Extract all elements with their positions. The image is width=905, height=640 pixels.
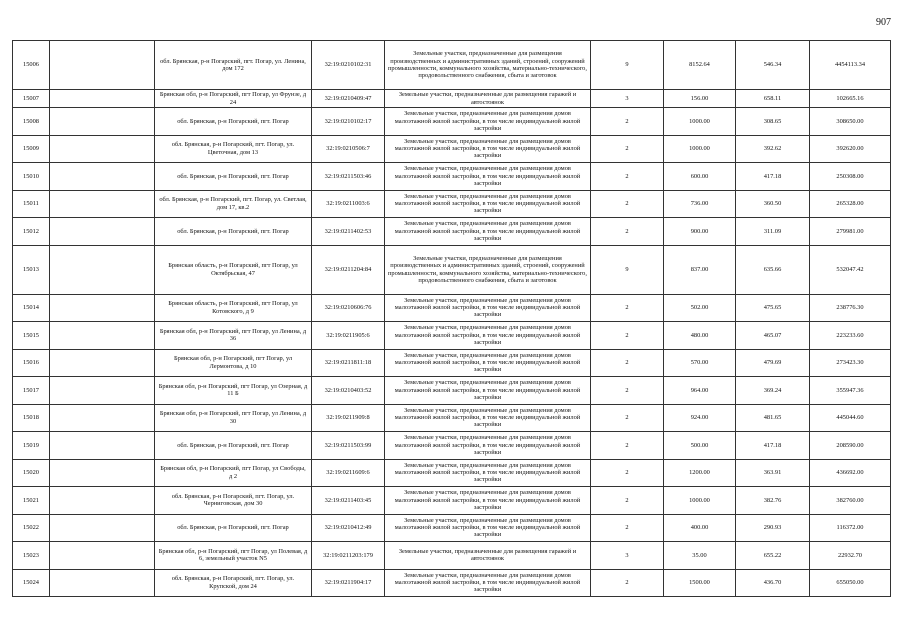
table-row bbox=[13, 349, 891, 377]
group-cell: 2 bbox=[591, 190, 664, 218]
table-row bbox=[13, 41, 891, 90]
area-cell: 8152.64 bbox=[664, 41, 736, 90]
cadastral-number-cell: 32:19:0211909:8 bbox=[312, 404, 385, 432]
address-cell: Брянская область, р-н Погарский, пгт Погар, ул Октябрьская, 47 bbox=[155, 245, 312, 294]
row-number: 15006 bbox=[13, 41, 50, 90]
cadastral-value-cell: 532047.42 bbox=[810, 245, 891, 294]
specific-value-cell: 546.34 bbox=[736, 41, 810, 90]
blank-cell bbox=[50, 108, 155, 136]
land-purpose-cell: Земельные участки, предназначенные для размещения домов малоэтажной жилой застройки, в том числе индивидуальной жилой застройки bbox=[385, 459, 591, 487]
row-number: 15010 bbox=[13, 163, 50, 191]
land-purpose-cell: Земельные участки, предназначенные для размещения домов малоэтажной жилой застройки, в том числе индивидуальной жилой застройки bbox=[385, 487, 591, 515]
specific-value-cell: 479.69 bbox=[736, 349, 810, 377]
group-cell: 2 bbox=[591, 218, 664, 246]
blank-cell bbox=[50, 135, 155, 163]
group-cell: 2 bbox=[591, 322, 664, 350]
address-cell: Брянская обл, р-н Погарский, пгт Погар, ул Фрунзе, д 24 bbox=[155, 90, 312, 108]
group-cell: 9 bbox=[591, 245, 664, 294]
cadastral-value-cell: 238776.30 bbox=[810, 294, 891, 322]
blank-cell bbox=[50, 349, 155, 377]
cadastral-number-cell: 32:19:0211203:179 bbox=[312, 542, 385, 570]
group-cell: 2 bbox=[591, 349, 664, 377]
specific-value-cell: 475.65 bbox=[736, 294, 810, 322]
group-cell: 2 bbox=[591, 377, 664, 405]
cadastral-number-cell: 32:19:0211204:84 bbox=[312, 245, 385, 294]
specific-value-cell: 481.65 bbox=[736, 404, 810, 432]
address-cell: обл. Брянская, р-н Погарский, пгт. Погар, ул. Черниговская, дом 30 bbox=[155, 487, 312, 515]
area-cell: 924.00 bbox=[664, 404, 736, 432]
address-cell: Брянская обл, р-н Погарский, пгт Погар, ул Лермонтова, д 10 bbox=[155, 349, 312, 377]
group-cell: 2 bbox=[591, 459, 664, 487]
land-purpose-cell: Земельные участки, предназначенные для размещения домов малоэтажной жилой застройки, в том числе индивидуальной жилой застройки bbox=[385, 514, 591, 542]
group-cell: 2 bbox=[591, 294, 664, 322]
specific-value-cell: 382.76 bbox=[736, 487, 810, 515]
row-number: 15020 bbox=[13, 459, 50, 487]
specific-value-cell: 658.11 bbox=[736, 90, 810, 108]
blank-cell bbox=[50, 569, 155, 597]
specific-value-cell: 360.50 bbox=[736, 190, 810, 218]
table-row bbox=[13, 569, 891, 597]
table-row bbox=[13, 135, 891, 163]
row-number: 15015 bbox=[13, 322, 50, 350]
blank-cell bbox=[50, 190, 155, 218]
group-cell: 2 bbox=[591, 404, 664, 432]
address-cell: Брянская обл, р-н Погарский, пгт Погар, ул Полевая, д 6, земельный участок N5 bbox=[155, 542, 312, 570]
address-cell: обл. Брянская, р-н Погарский, пгт. Погар, ул. Цветочная, дом 13 bbox=[155, 135, 312, 163]
blank-cell bbox=[50, 294, 155, 322]
row-number: 15021 bbox=[13, 487, 50, 515]
land-purpose-cell: Земельные участки, предназначенные для размещения домов малоэтажной жилой застройки, в том числе индивидуальной жилой застройки bbox=[385, 349, 591, 377]
group-cell: 2 bbox=[591, 432, 664, 460]
cadastral-value-cell: 355947.36 bbox=[810, 377, 891, 405]
address-cell: обл. Брянская, р-н Погарский, пгт. Погар bbox=[155, 108, 312, 136]
area-cell: 1200.00 bbox=[664, 459, 736, 487]
specific-value-cell: 290.93 bbox=[736, 514, 810, 542]
row-number: 15014 bbox=[13, 294, 50, 322]
group-cell: 3 bbox=[591, 90, 664, 108]
land-purpose-cell: Земельные участки, предназначенные для размещения производственных и административных зданий, строений, сооружений промышленности, коммунального хозяйства, материально-технического, продовольственного снабжения, сбыта и заготовок bbox=[385, 245, 591, 294]
row-number: 15008 bbox=[13, 108, 50, 136]
land-purpose-cell: Земельные участки, предназначенные для размещения домов малоэтажной жилой застройки, в том числе индивидуальной жилой застройки bbox=[385, 190, 591, 218]
blank-cell bbox=[50, 487, 155, 515]
row-number: 15011 bbox=[13, 190, 50, 218]
group-cell: 2 bbox=[591, 163, 664, 191]
table-row bbox=[13, 459, 891, 487]
area-cell: 570.00 bbox=[664, 349, 736, 377]
blank-cell bbox=[50, 404, 155, 432]
specific-value-cell: 392.62 bbox=[736, 135, 810, 163]
area-cell: 964.00 bbox=[664, 377, 736, 405]
table-row bbox=[13, 108, 891, 136]
table-row bbox=[13, 294, 891, 322]
group-cell: 3 bbox=[591, 542, 664, 570]
address-cell: обл. Брянская, р-н Погарский, пгт. Погар, ул. Крупской, дом 24 bbox=[155, 569, 312, 597]
cadastral-number-cell: 32:19:0211904:17 bbox=[312, 569, 385, 597]
specific-value-cell: 436.70 bbox=[736, 569, 810, 597]
land-purpose-cell: Земельные участки, предназначенные для размещения гаражей и автостоянок bbox=[385, 542, 591, 570]
table-row bbox=[13, 377, 891, 405]
blank-cell bbox=[50, 542, 155, 570]
land-purpose-cell: Земельные участки, предназначенные для размещения домов малоэтажной жилой застройки, в том числе индивидуальной жилой застройки bbox=[385, 218, 591, 246]
group-cell: 2 bbox=[591, 108, 664, 136]
area-cell: 1000.00 bbox=[664, 108, 736, 136]
table-row bbox=[13, 322, 891, 350]
land-purpose-cell: Земельные участки, предназначенные для размещения домов малоэтажной жилой застройки, в том числе индивидуальной жилой застройки bbox=[385, 569, 591, 597]
address-cell: Брянская область, р-н Погарский, пгт Погар, ул Котовского, д 9 bbox=[155, 294, 312, 322]
cadastral-value-cell: 382760.00 bbox=[810, 487, 891, 515]
cadastral-value-cell: 279981.00 bbox=[810, 218, 891, 246]
cadastral-value-cell: 655050.00 bbox=[810, 569, 891, 597]
specific-value-cell: 369.24 bbox=[736, 377, 810, 405]
address-cell: обл. Брянская, р-н Погарский, пгт. Погар bbox=[155, 163, 312, 191]
cadastral-number-cell: 32:19:0211003:6 bbox=[312, 190, 385, 218]
area-cell: 1000.00 bbox=[664, 487, 736, 515]
address-cell: Брянская обл, р-н Погарский, пгт Погар, ул Ленина, д 36 bbox=[155, 322, 312, 350]
row-number: 15016 bbox=[13, 349, 50, 377]
cadastral-value-cell: 273423.30 bbox=[810, 349, 891, 377]
area-cell: 736.00 bbox=[664, 190, 736, 218]
cadastral-number-cell: 32:19:0211609:6 bbox=[312, 459, 385, 487]
blank-cell bbox=[50, 90, 155, 108]
specific-value-cell: 417.18 bbox=[736, 163, 810, 191]
blank-cell bbox=[50, 459, 155, 487]
row-number: 15013 bbox=[13, 245, 50, 294]
specific-value-cell: 417.18 bbox=[736, 432, 810, 460]
table-row bbox=[13, 218, 891, 246]
blank-cell bbox=[50, 377, 155, 405]
cadastral-value-cell: 102665.16 bbox=[810, 90, 891, 108]
cadastral-value-table bbox=[12, 40, 891, 597]
area-cell: 500.00 bbox=[664, 432, 736, 460]
blank-cell bbox=[50, 41, 155, 90]
cadastral-number-cell: 32:19:0210412:49 bbox=[312, 514, 385, 542]
cadastral-value-cell: 308650.00 bbox=[810, 108, 891, 136]
cadastral-value-cell: 4454113.34 bbox=[810, 41, 891, 90]
cadastral-value-cell: 392620.00 bbox=[810, 135, 891, 163]
table-row bbox=[13, 90, 891, 108]
cadastral-number-cell: 32:19:0210102:31 bbox=[312, 41, 385, 90]
table-row bbox=[13, 432, 891, 460]
specific-value-cell: 655.22 bbox=[736, 542, 810, 570]
row-number: 15024 bbox=[13, 569, 50, 597]
table-row bbox=[13, 163, 891, 191]
specific-value-cell: 465.07 bbox=[736, 322, 810, 350]
row-number: 15009 bbox=[13, 135, 50, 163]
land-purpose-cell: Земельные участки, предназначенные для размещения домов малоэтажной жилой застройки, в том числе индивидуальной жилой застройки bbox=[385, 135, 591, 163]
land-purpose-cell: Земельные участки, предназначенные для размещения домов малоэтажной жилой застройки, в том числе индивидуальной жилой застройки bbox=[385, 294, 591, 322]
address-cell: Брянская обл, р-н Погарский, пгт Погар, ул Озерная, д 11 Б bbox=[155, 377, 312, 405]
table-row bbox=[13, 514, 891, 542]
cadastral-value-cell: 22932.70 bbox=[810, 542, 891, 570]
cadastral-number-cell: 32:19:0210506:7 bbox=[312, 135, 385, 163]
table-row bbox=[13, 404, 891, 432]
blank-cell bbox=[50, 245, 155, 294]
cadastral-number-cell: 32:19:0211403:45 bbox=[312, 487, 385, 515]
group-cell: 2 bbox=[591, 569, 664, 597]
cadastral-value-cell: 445044.60 bbox=[810, 404, 891, 432]
specific-value-cell: 311.09 bbox=[736, 218, 810, 246]
cadastral-number-cell: 32:19:0210606:76 bbox=[312, 294, 385, 322]
cadastral-value-cell: 208590.00 bbox=[810, 432, 891, 460]
cadastral-number-cell: 32:19:0211503:99 bbox=[312, 432, 385, 460]
blank-cell bbox=[50, 163, 155, 191]
address-cell: обл. Брянская, р-н Погарский, пгт. Погар bbox=[155, 514, 312, 542]
group-cell: 2 bbox=[591, 487, 664, 515]
address-cell: обл. Брянская, р-н Погарский, пгт. Погар, ул. Светлая, дом 17, кв.2 bbox=[155, 190, 312, 218]
land-purpose-cell: Земельные участки, предназначенные для размещения домов малоэтажной жилой застройки, в том числе индивидуальной жилой застройки bbox=[385, 404, 591, 432]
row-number: 15012 bbox=[13, 218, 50, 246]
cadastral-value-cell: 265328.00 bbox=[810, 190, 891, 218]
cadastral-value-cell: 116372.00 bbox=[810, 514, 891, 542]
specific-value-cell: 308.65 bbox=[736, 108, 810, 136]
area-cell: 480.00 bbox=[664, 322, 736, 350]
group-cell: 9 bbox=[591, 41, 664, 90]
cadastral-value-cell: 223233.60 bbox=[810, 322, 891, 350]
land-purpose-cell: Земельные участки, предназначенные для размещения домов малоэтажной жилой застройки, в том числе индивидуальной жилой застройки bbox=[385, 322, 591, 350]
cadastral-number-cell: 32:19:0211503:46 bbox=[312, 163, 385, 191]
address-cell: Брянская обл, р-н Погарский, пгт Погар, ул Ленина, д 30 bbox=[155, 404, 312, 432]
cadastral-number-cell: 32:19:0210403:52 bbox=[312, 377, 385, 405]
row-number: 15018 bbox=[13, 404, 50, 432]
address-cell: обл. Брянская, р-н Погарский, пгт. Погар bbox=[155, 432, 312, 460]
cadastral-value-cell: 250308.00 bbox=[810, 163, 891, 191]
address-cell: Брянская обл, р-н Погарский, пгт Погар, ул Свободы, д 2 bbox=[155, 459, 312, 487]
cadastral-number-cell: 32:19:0210409:47 bbox=[312, 90, 385, 108]
land-purpose-cell: Земельные участки, предназначенные для размещения домов малоэтажной жилой застройки, в том числе индивидуальной жилой застройки bbox=[385, 432, 591, 460]
land-purpose-cell: Земельные участки, предназначенные для размещения гаражей и автостоянок bbox=[385, 90, 591, 108]
area-cell: 156.00 bbox=[664, 90, 736, 108]
table-row bbox=[13, 487, 891, 515]
area-cell: 600.00 bbox=[664, 163, 736, 191]
cadastral-number-cell: 32:19:0211905:6 bbox=[312, 322, 385, 350]
area-cell: 1000.00 bbox=[664, 135, 736, 163]
table-row bbox=[13, 542, 891, 570]
area-cell: 837.00 bbox=[664, 245, 736, 294]
row-number: 15017 bbox=[13, 377, 50, 405]
land-purpose-cell: Земельные участки, предназначенные для размещения домов малоэтажной жилой застройки, в том числе индивидуальной жилой застройки bbox=[385, 163, 591, 191]
land-purpose-cell: Земельные участки, предназначенные для размещения производственных и административных зданий, строений, сооружений промышленности, коммунального хозяйства, материально-технического, продовольственного снабжения, сбыта и заготовок bbox=[385, 41, 591, 90]
area-cell: 400.00 bbox=[664, 514, 736, 542]
table-row bbox=[13, 190, 891, 218]
blank-cell bbox=[50, 514, 155, 542]
land-purpose-cell: Земельные участки, предназначенные для размещения домов малоэтажной жилой застройки, в том числе индивидуальной жилой застройки bbox=[385, 377, 591, 405]
area-cell: 1500.00 bbox=[664, 569, 736, 597]
page-number: 907 bbox=[876, 17, 891, 28]
address-cell: обл. Брянская, р-н Погарский, пгт. Погар, ул. Ленина, дом 172 bbox=[155, 41, 312, 90]
land-purpose-cell: Земельные участки, предназначенные для размещения домов малоэтажной жилой застройки, в том числе индивидуальной жилой застройки bbox=[385, 108, 591, 136]
row-number: 15023 bbox=[13, 542, 50, 570]
cadastral-number-cell: 32:19:0211402:53 bbox=[312, 218, 385, 246]
cadastral-value-cell: 436692.00 bbox=[810, 459, 891, 487]
specific-value-cell: 635.66 bbox=[736, 245, 810, 294]
group-cell: 2 bbox=[591, 135, 664, 163]
address-cell: обл. Брянская, р-н Погарский, пгт. Погар bbox=[155, 218, 312, 246]
cadastral-number-cell: 32:19:0211811:18 bbox=[312, 349, 385, 377]
area-cell: 35.00 bbox=[664, 542, 736, 570]
area-cell: 502.00 bbox=[664, 294, 736, 322]
area-cell: 900.00 bbox=[664, 218, 736, 246]
table-row bbox=[13, 245, 891, 294]
group-cell: 2 bbox=[591, 514, 664, 542]
row-number: 15022 bbox=[13, 514, 50, 542]
blank-cell bbox=[50, 432, 155, 460]
cadastral-number-cell: 32:19:0210102:17 bbox=[312, 108, 385, 136]
row-number: 15019 bbox=[13, 432, 50, 460]
row-number: 15007 bbox=[13, 90, 50, 108]
blank-cell bbox=[50, 322, 155, 350]
specific-value-cell: 363.91 bbox=[736, 459, 810, 487]
blank-cell bbox=[50, 218, 155, 246]
